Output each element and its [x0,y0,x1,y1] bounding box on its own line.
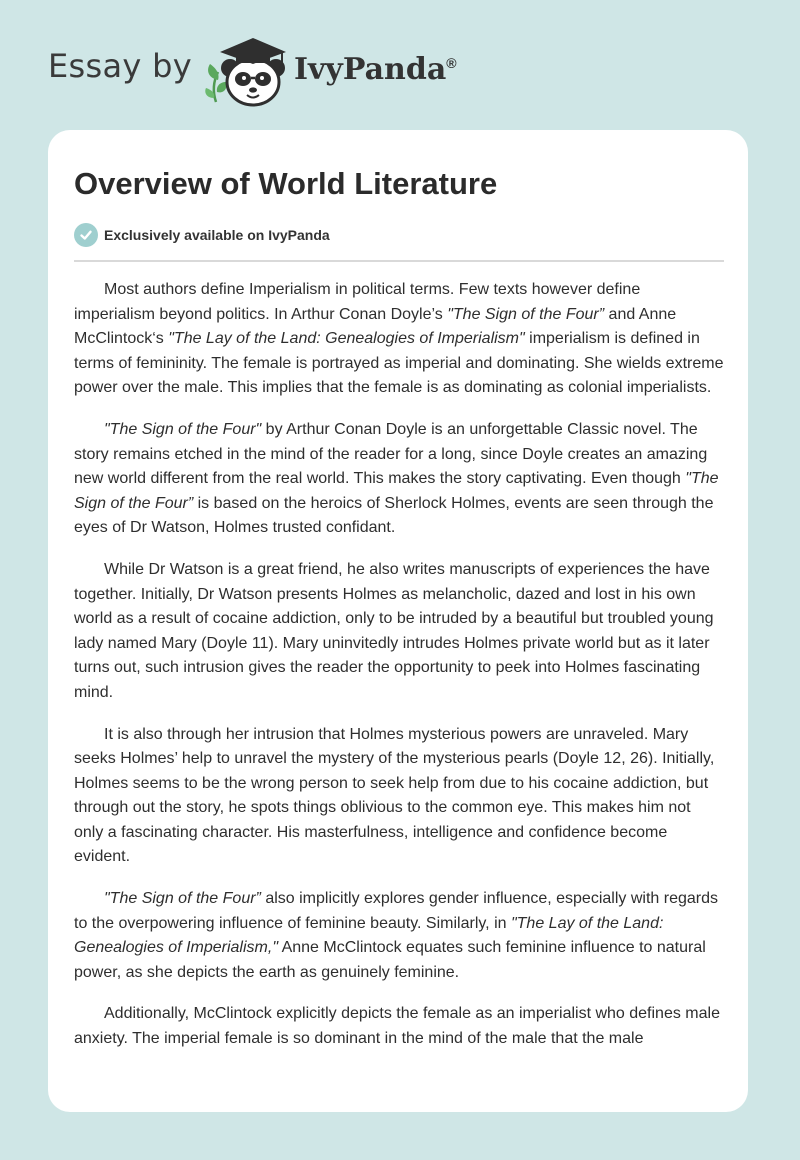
paragraph-text: Anne McClintock equates such feminine influence to natural power, as she depicts the earth as genuinely feminine. [74,939,706,981]
exclusive-badge-label: Exclusively available on IvyPanda [104,227,330,243]
italic-title-text: "The Sign of the Four” [104,890,261,908]
registered-mark: ® [446,54,457,71]
paragraph-text: imperialism is defined in terms of femininity. The female is portrayed as imperial and dominating. She wields extreme power over the male. This implies that the female is as dominating as colonial imperialists. [74,330,724,397]
paragraph-text: Additionally, McClintock explicitly depicts the female as an imperialist who defines male anxiety. The imperial female is so dominant in the mind of the male that the male [74,1005,720,1048]
italic-title-text: "The Sign of the Four” [74,470,719,512]
paragraph [74,723,724,871]
paragraph-text: While Dr Watson is a great friend, he also writes manuscripts of experiences the have together. Initially, Dr Watson presents Holmes as melancholic, dazed and lost in his own world as a result of cocaine addiction, only to be intruded by a beautiful but troubled young lady named Mary (Doyle 11). Mary uninvitedly intrudes Holmes private world but as it later turns out, such intrusion gives the reader the opportunity to peek into Holmes fascinating mind. [74,560,714,701]
brand-text: IvyPanda [293,51,447,87]
italic-title-text: "The Sign of the Four" [104,420,262,438]
article-body [74,278,724,1052]
essay-content [74,166,724,1069]
exclusive-badge [74,222,724,248]
paragraph [74,887,724,985]
italic-title-text: "The Sign of the Four” [447,305,605,323]
checkmark-icon [74,223,98,247]
paragraph [74,558,724,706]
paragraph-text: Most authors define Imperialism in political terms. Few texts however define imperialism beyond politics. In Arthur Conan Doyle’s [74,281,641,323]
italic-title-text: "The Lay of the Land: Genealogies of Imperialism" [168,330,525,348]
essay-card [48,130,748,1112]
divider [74,260,724,262]
paragraph-text: It is also through her intrusion that Holmes mysterious powers are unraveled. Mary seeks Holmes’ help to unravel the mystery of the mysterious pearls (Doyle 12, 26). Initially, Holmes seems to be the wrong person to seek help from due to his cocaine addiction, but through out the story, he spots things oblivious to the common eye. This makes him not only a fascinating character. His masterfulness, intelligence and confidence become evident. [74,725,715,866]
paragraph-text: is based on the heroics of Sherlock Holmes, events are seen through the eyes of Dr Watson, Holmes trusted confidant. [74,494,714,537]
paragraph-text: by Arthur Conan Doyle is an unforgettable Classic novel. The story remains etched in the mind of the reader for a long, since Doyle creates an amazing new world different from the real world. This makes the story captivating. Even though [74,420,708,488]
paragraph [74,418,724,541]
panda-logo-icon[interactable] [202,32,298,112]
site-header [48,32,457,112]
paragraph-text: also implicitly explores gender influence, especially with regards to the overpowering influence of feminine beauty. Similarly, in [74,890,718,932]
essay-by-label: Essay by [48,47,192,85]
paragraph-text: and Anne McClintock‘s [74,305,677,348]
paragraph [74,278,724,401]
brand-name[interactable] [294,52,457,87]
italic-title-text: "The Lay of the Land: Genealogies of Imperialism," [74,914,664,957]
paragraph [74,1002,724,1051]
page-title: Overview of World Literature [74,166,498,201]
